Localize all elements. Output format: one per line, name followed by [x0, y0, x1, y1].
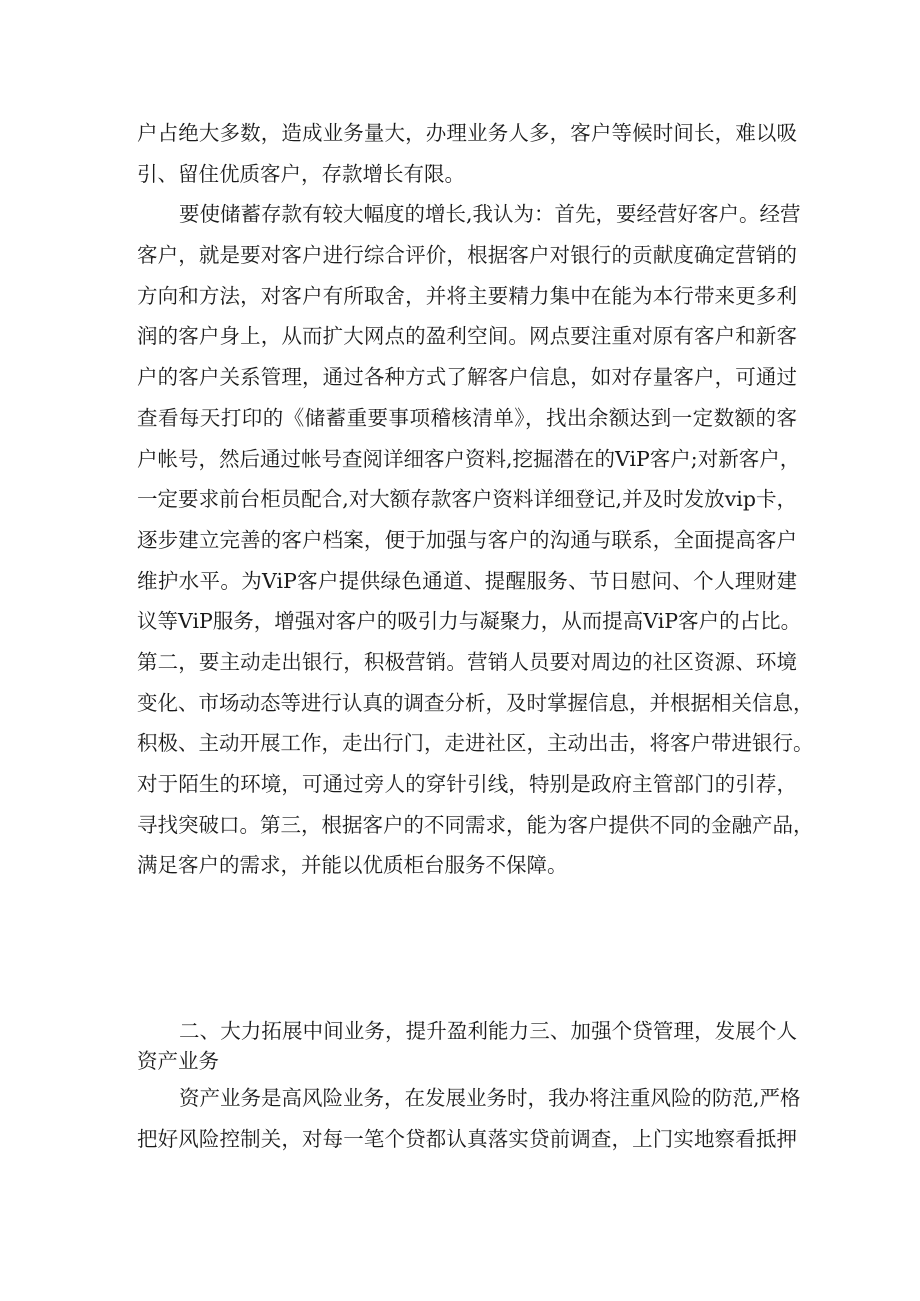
text-line: 满足客户的需求，并能以优质柜台服务不保障。 [137, 853, 568, 878]
text-line: 户占绝大多数，造成业务量大，办理业务人多，客户等候时间长，难以吸 [137, 121, 797, 145]
text-line: 引、留住优质客户，存款增长有限。 [137, 161, 465, 186]
text-line: 把好风险控制关，对每一笔个贷都认真落实贷前调查，上门实地察看抵押 [137, 1126, 797, 1151]
paragraph-start-line: 资产业务是高风险业务，在发展业务时，我办将注重风险的防范,严格 [179, 1086, 801, 1110]
text-line: 变化、市场动态等进行认真的调查分析，及时掌握信息，并根据相关信息， [137, 690, 814, 715]
text-line: 方向和方法，对客户有所取舍，并将主要精力集中在能为本行带来更多利 [137, 283, 797, 308]
text-line: 户的客户关系管理，通过各种方式了解客户信息，如对存量客户，可通过 [137, 365, 797, 390]
text-line: 查看每天打印的《储蓄重要事项稽核清单》，找出余额达到一定数额的客 [137, 405, 797, 430]
text-line: 积极、主动开展工作，走出行门，走进社区，主动出击，将客户带进银行。 [137, 731, 814, 756]
body-text-top [137, 113, 814, 886]
paragraph-start-line: 要使储蓄存款有较大幅度的增长,我认为：首先，要经营好客户。经营 [179, 202, 801, 227]
text-line: 润的客户身上，从而扩大网点的盈利空间。网点要注重对原有客户和新客 [137, 324, 797, 349]
text-line: 议等ViP服务，增强对客户的吸引力与凝聚力，从而提高ViP客户的占比。 [137, 609, 802, 634]
body-text-bottom [137, 1078, 801, 1159]
heading-line: 二、大力拓展中间业务，提升盈利能力三、加强个贷管理，发展个人 [179, 1019, 797, 1043]
heading-line: 资产业务 [137, 1049, 219, 1073]
text-line: 寻找突破口。第三，根据客户的不同需求，能为客户提供不同的金融产品， [137, 812, 814, 837]
text-line: 户帐号，然后通过帐号查阅详细客户资料,挖掘潜在的ViP客户;对新客户， [137, 446, 801, 471]
text-line: 一定要求前台柜员配合,对大额存款客户资料详细登记,并及时发放vip卡， [137, 487, 797, 512]
text-line: 客户，就是要对客户进行综合评价，根据客户对银行的贡献度确定营销的 [137, 243, 797, 268]
text-line: 维护水平。为ViP客户提供绿色通道、提醒服务、节日慰问、个人理财建 [137, 568, 797, 593]
section-heading [137, 1016, 797, 1076]
text-line: 第二，要主动走出银行，积极营销。营销人员要对周边的社区资源、环境 [137, 649, 797, 674]
text-line: 逐步建立完善的客户档案，便于加强与客户的沟通与联系，全面提高客户 [137, 527, 797, 552]
text-line: 对于陌生的环境，可通过旁人的穿针引线，特别是政府主管部门的引荐， [137, 772, 797, 796]
